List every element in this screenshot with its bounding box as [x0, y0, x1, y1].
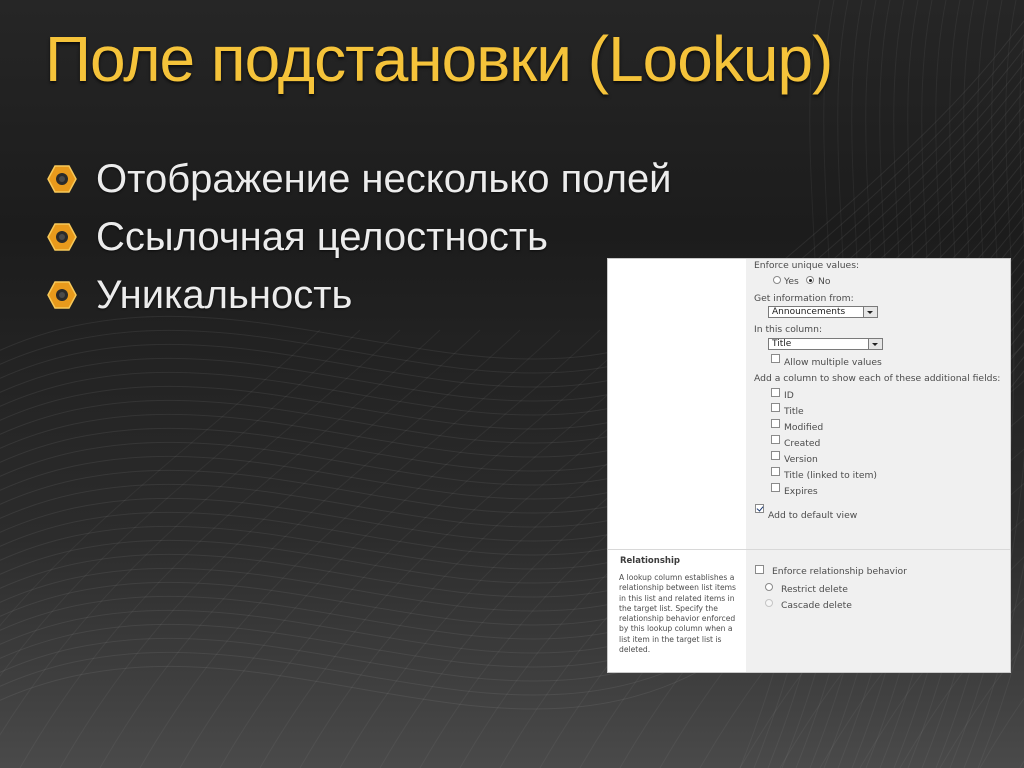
bullet-text: Ссылочная целостность: [96, 214, 548, 259]
bullet-item: [46, 266, 672, 324]
orange-hexagon-bullet-icon: [46, 221, 78, 253]
section-divider: [608, 549, 1010, 550]
cascade-delete-radio[interactable]: [765, 599, 773, 607]
bullet-list: [46, 150, 672, 324]
unique-no-label: No: [818, 276, 831, 287]
relationship-description: A lookup column establishes a relationship between list items in this list and related items in the target list. Specify the relationship behavior enforced by this lookup column when a list item in the target list is deleted.: [619, 573, 736, 655]
column-dropdown[interactable]: [768, 338, 883, 350]
chevron-down-icon[interactable]: [868, 339, 882, 349]
lookup-settings-panel: [607, 258, 1011, 673]
add-default-view-checkbox[interactable]: [755, 504, 764, 513]
restrict-delete-radio[interactable]: [765, 583, 773, 591]
enforce-unique-label: Enforce unique values:: [754, 260, 860, 271]
unique-yes-label: Yes: [784, 276, 799, 287]
allow-multiple-checkbox[interactable]: [771, 354, 780, 363]
field-checkbox-modified[interactable]: [771, 419, 780, 428]
add-default-view-label: Add to default view: [768, 510, 858, 521]
orange-hexagon-bullet-icon: [46, 279, 78, 311]
cascade-delete-label: Cascade delete: [781, 600, 852, 611]
relationship-title: Relationship: [620, 556, 680, 566]
bullet-text: Отображение несколько полей: [96, 156, 672, 201]
field-checkbox-created[interactable]: [771, 435, 780, 444]
orange-hexagon-bullet-icon: [46, 163, 78, 195]
allow-multiple-label: Allow multiple values: [784, 357, 882, 368]
field-label: Version: [784, 454, 818, 465]
field-label: Title (linked to item): [784, 470, 878, 481]
field-checkbox-expires[interactable]: [771, 483, 780, 492]
slide-title: Поле подстановки (Lookup): [45, 23, 833, 95]
bullet-item: [46, 150, 672, 208]
get-info-dropdown-value: Announcements: [772, 307, 846, 317]
unique-yes-radio[interactable]: [773, 276, 781, 284]
field-checkbox-version[interactable]: [771, 451, 780, 460]
column-dropdown-value: Title: [772, 339, 792, 349]
restrict-delete-label: Restrict delete: [781, 584, 848, 595]
field-label: Expires: [784, 486, 818, 497]
bullet-text: Уникальность: [96, 272, 353, 317]
enforce-relationship-checkbox[interactable]: [755, 565, 764, 574]
field-label: ID: [784, 390, 794, 401]
enforce-relationship-label: Enforce relationship behavior: [772, 566, 907, 577]
unique-no-radio[interactable]: [806, 276, 814, 284]
additional-fields-label: Add a column to show each of these additional fields:: [754, 373, 1001, 384]
field-label: Modified: [784, 422, 824, 433]
bullet-item: [46, 208, 672, 266]
chevron-down-icon[interactable]: [863, 307, 877, 317]
get-info-dropdown[interactable]: [768, 306, 878, 318]
field-checkbox-title-linked[interactable]: [771, 467, 780, 476]
field-label: Created: [784, 438, 821, 449]
field-checkbox-id[interactable]: [771, 388, 780, 397]
column-label: In this column:: [754, 324, 823, 335]
field-label: Title: [784, 406, 804, 417]
get-info-label: Get information from:: [754, 293, 854, 304]
field-checkbox-title[interactable]: [771, 403, 780, 412]
